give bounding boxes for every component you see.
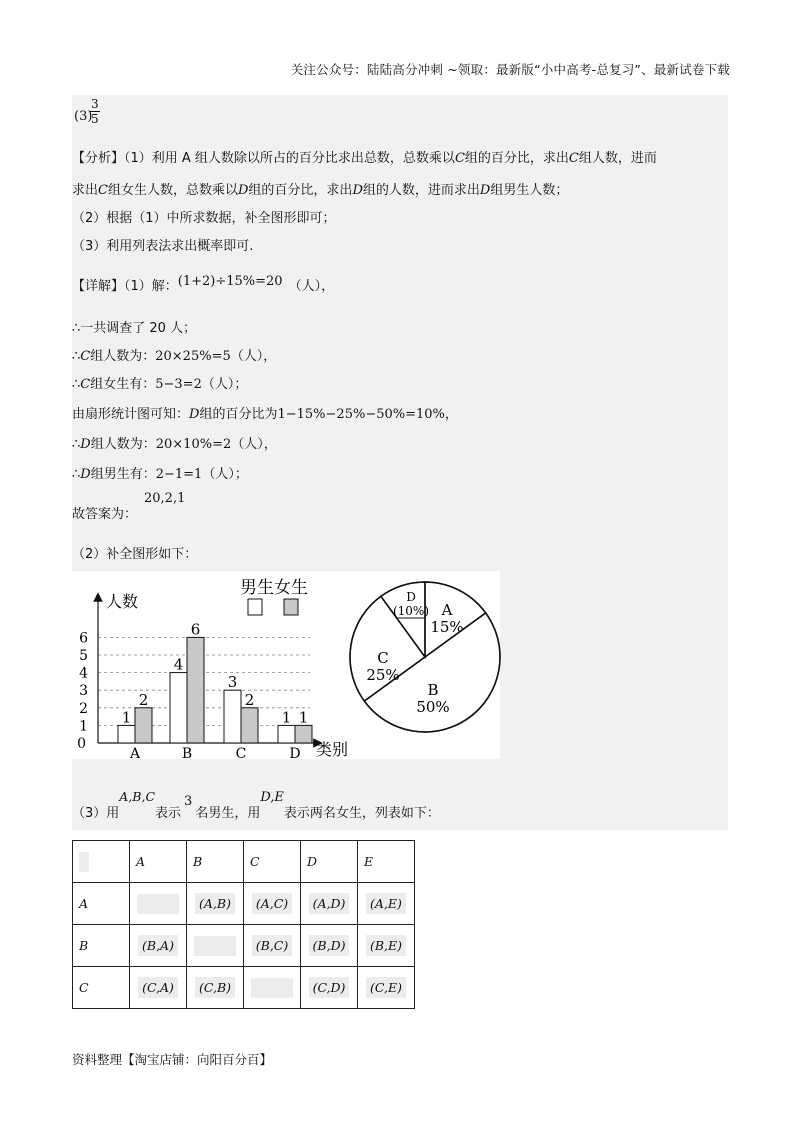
text: 组人数，进而	[578, 151, 657, 166]
text: ，	[444, 407, 458, 422]
answer3-fraction	[90, 97, 100, 126]
table-cell	[358, 925, 415, 967]
pair-value: (A,C)	[252, 893, 292, 914]
math: 2−1=1	[155, 467, 203, 482]
table-cell	[301, 925, 358, 967]
bar	[170, 673, 187, 743]
text: 组女生有：	[90, 377, 156, 392]
math: 1−15%−25%−50%=10%	[277, 407, 445, 422]
y-tick-label: 6	[79, 630, 88, 647]
blank-cell	[194, 936, 236, 956]
table-cell	[244, 967, 301, 1009]
bar-value-label: 2	[244, 690, 255, 709]
table-cell	[187, 883, 244, 925]
analysis-line-1	[72, 149, 657, 169]
table-cell	[301, 883, 358, 925]
text: 组男生人数；	[490, 183, 569, 198]
table-cell	[301, 967, 358, 1009]
fraction-denominator: 5	[91, 112, 99, 126]
text: （人）；	[202, 467, 248, 482]
pie-slice-label: B	[427, 681, 439, 699]
text: 表示	[155, 806, 182, 821]
x-tick-label: A	[129, 746, 141, 762]
text: 组人数为：	[90, 437, 156, 452]
bar	[187, 637, 204, 743]
math: 5−3=2	[155, 377, 202, 392]
analysis-line-3: （2）根据（1）中所求数据，补全图形即可；	[72, 211, 336, 226]
var: A,B,C	[119, 789, 156, 804]
x-tick-label: C	[235, 746, 247, 762]
text: （人），	[230, 349, 277, 364]
pie-slice-label: C	[377, 649, 389, 667]
text: 表示两名女生，列表如下：	[283, 806, 440, 821]
pair-value: (A,B)	[195, 893, 235, 914]
header-cell: D	[301, 841, 358, 883]
blank-cell	[137, 894, 179, 914]
text: 组的百分比，求出	[248, 183, 353, 198]
text: （人），	[231, 437, 277, 452]
var: C	[454, 151, 465, 166]
fraction-numerator: 3	[91, 97, 99, 111]
text: 求出	[72, 183, 99, 198]
page-header: 关注公众号：陆陆高分冲刺 ~领取：最新版“小中高考-总复习”、最新试卷下载	[290, 62, 730, 77]
text: ∴	[72, 377, 81, 392]
text: 名男生，用	[195, 806, 261, 821]
pie-chart	[330, 571, 500, 759]
y-tick-label: 5	[79, 648, 88, 664]
table-cell	[358, 967, 415, 1009]
text: 组女生人数，总数乘以	[107, 183, 238, 198]
text: 由扇形统计图可知：	[72, 407, 190, 422]
var: D	[352, 183, 363, 198]
outcome-grid	[72, 840, 415, 1009]
bar	[224, 690, 241, 743]
pair-value: (A,E)	[366, 893, 406, 914]
bar-value-label: 2	[138, 690, 149, 709]
pair-value: (A,D)	[309, 893, 350, 914]
text: （人），	[288, 279, 335, 294]
var: C	[80, 377, 91, 392]
y-tick-label: 1	[79, 718, 88, 735]
x-tick-label: B	[181, 746, 193, 762]
math: 20×25%=5	[155, 349, 231, 364]
pair-value: (C,E)	[366, 977, 406, 998]
part3-line	[72, 789, 440, 824]
answer3-prefix: (3)	[74, 109, 93, 124]
pair-value: (C,B)	[195, 977, 235, 998]
pair-value: (C,D)	[309, 977, 350, 998]
text: ∴	[72, 467, 81, 482]
chart-figure	[72, 571, 500, 762]
table-cell	[130, 967, 187, 1009]
detail-line-4	[72, 375, 247, 395]
row-header-cell: B	[73, 925, 130, 967]
text: ∴	[72, 437, 81, 452]
detail-line-7	[72, 465, 248, 485]
var: D	[80, 467, 91, 482]
text: 组的百分比为	[199, 407, 278, 422]
var: C	[98, 183, 108, 198]
text: 组的百分比，求出	[464, 151, 569, 166]
var: C	[80, 349, 91, 364]
bar-chart	[72, 571, 349, 762]
legend-swatch-male	[248, 599, 262, 615]
pie-slice-label: D	[406, 590, 416, 604]
part2-label: （2）补全图形如下：	[72, 547, 198, 562]
table-row	[73, 925, 415, 967]
text: 组的人数，进而求出	[362, 183, 480, 198]
row-header-cell: A	[73, 883, 130, 925]
table-row	[73, 967, 415, 1009]
analysis-line-2	[72, 181, 568, 201]
pair-value: (B,D)	[309, 935, 350, 956]
y-axis-label: 人数	[106, 592, 139, 611]
detail-line-5	[72, 405, 458, 425]
table-cell	[244, 925, 301, 967]
math: (1+2)÷15%=20	[177, 274, 283, 289]
bar	[241, 708, 258, 743]
bar	[295, 725, 312, 743]
detail-line-2: ∴一共调查了 20 人；	[72, 321, 197, 336]
table-cell	[130, 925, 187, 967]
pie-slice-percent: (10%)	[392, 604, 430, 618]
table-corner	[73, 841, 130, 883]
analysis-line-4: （3）利用列表法求出概率即可.	[72, 239, 254, 254]
bar-value-label: 4	[173, 655, 184, 674]
table-cell	[358, 883, 415, 925]
page-footer: 资料整理【淘宝店铺：向阳百分百】	[72, 1052, 273, 1067]
text: 组男生有：	[90, 467, 156, 482]
bar-value-label: 3	[227, 673, 238, 692]
answer-label: 故答案为：	[72, 507, 138, 522]
y-tick-label: 4	[79, 665, 88, 682]
var: D	[479, 183, 491, 198]
table-cell	[244, 883, 301, 925]
header-cell: E	[358, 841, 415, 883]
var: C	[568, 151, 579, 166]
header-cell: C	[244, 841, 301, 883]
table-cell	[187, 925, 244, 967]
pie-slice-percent: 50%	[416, 698, 450, 716]
table-header-row	[73, 841, 415, 883]
answer-values: 20,2,1	[144, 491, 186, 506]
y-tick-label: 2	[79, 700, 88, 717]
x-tick-label: D	[289, 746, 301, 762]
pair-value: (B,C)	[252, 935, 292, 956]
var: D,E	[260, 790, 284, 805]
text: ∴	[72, 349, 81, 364]
x-axis-label: 类别	[316, 740, 349, 759]
text: （3）用	[72, 806, 120, 821]
outcome-table	[72, 840, 415, 1009]
pair-value: (B,A)	[138, 935, 178, 956]
y-tick-label: 0	[77, 736, 86, 752]
pair-value: (C,A)	[138, 977, 178, 998]
text: 组人数为：	[90, 349, 156, 364]
legend-swatch-female	[284, 599, 298, 615]
detail-line-1	[72, 274, 335, 297]
bar	[135, 708, 152, 743]
blank-cell	[79, 852, 89, 872]
table-row	[73, 883, 415, 925]
bar-value-label: 1	[281, 708, 292, 727]
var: D	[237, 183, 249, 198]
header-cell: A	[130, 841, 187, 883]
text: （人）；	[201, 377, 248, 392]
math: 20×10%=2	[155, 437, 232, 452]
bar-value-label: 1	[121, 708, 132, 727]
table-cell	[187, 967, 244, 1009]
text: 【详解】（1）解：	[72, 279, 178, 294]
var: D	[80, 437, 91, 452]
blank-cell	[251, 978, 293, 998]
legend-title: 男生女生	[240, 578, 308, 598]
row-header-cell: C	[73, 967, 130, 1009]
pie-slice-label: A	[441, 601, 453, 619]
pie-slice-percent: 15%	[430, 618, 464, 636]
y-tick-label: 3	[79, 683, 88, 700]
var: D	[189, 407, 200, 422]
bar-value-label: 6	[190, 620, 201, 639]
bar	[118, 725, 135, 743]
table-cell	[130, 883, 187, 925]
math: 3	[184, 794, 193, 809]
header-cell: B	[187, 841, 244, 883]
solution-content	[72, 95, 728, 830]
bar	[278, 725, 295, 743]
detail-line-6	[72, 435, 277, 455]
text: 【分析】（1）利用 A 组人数除以所占的百分比求出总数，总数乘以	[72, 151, 455, 166]
pair-value: (B,E)	[366, 935, 406, 956]
detail-line-3	[72, 347, 276, 367]
pie-slice-percent: 25%	[366, 666, 400, 684]
bar-value-label: 1	[298, 708, 309, 727]
